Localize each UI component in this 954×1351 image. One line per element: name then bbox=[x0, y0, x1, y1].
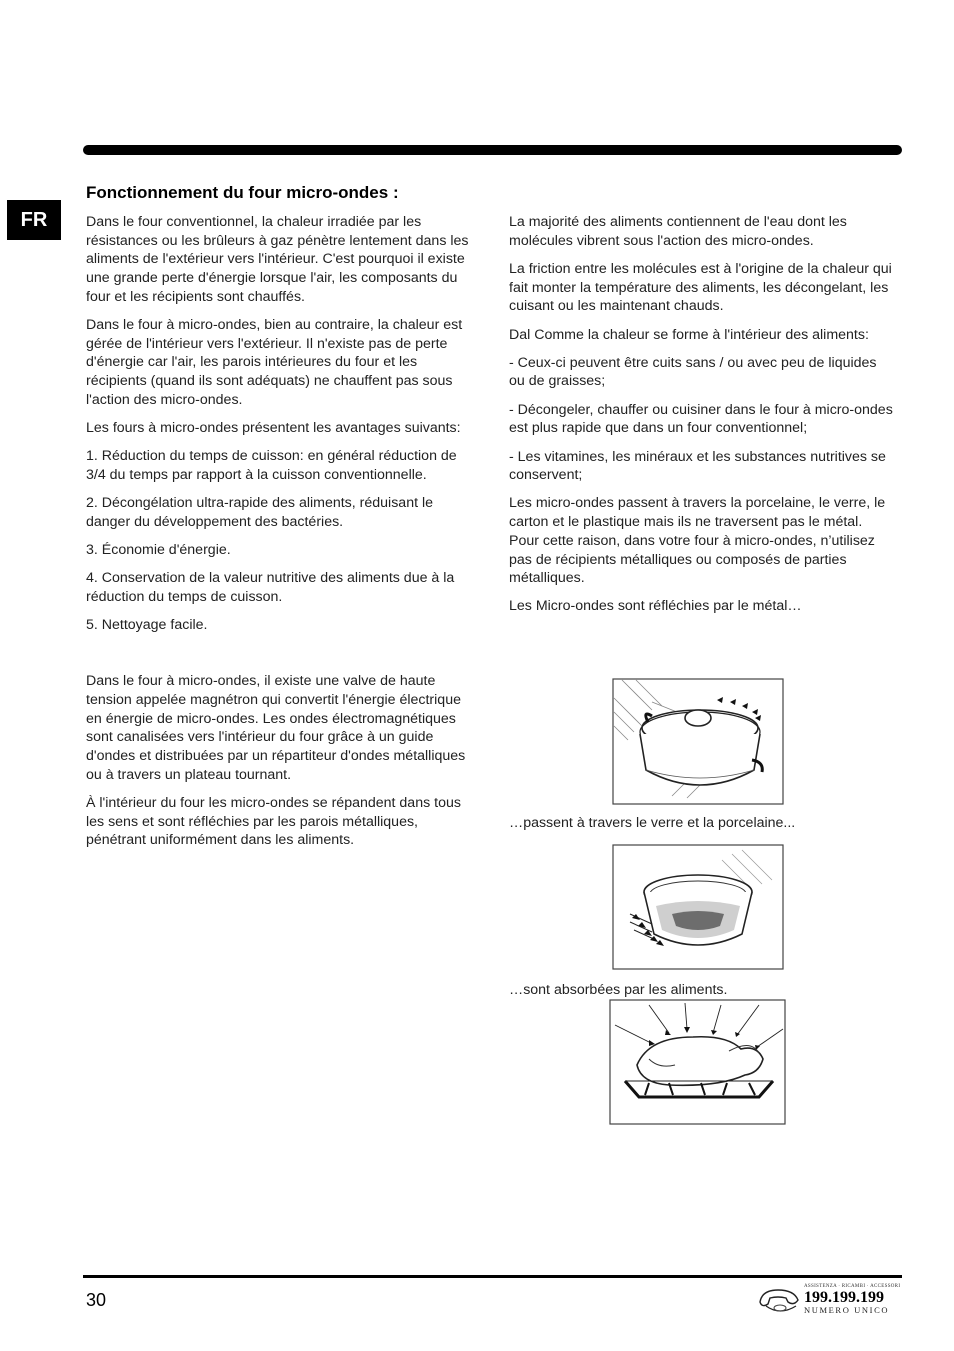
page-number: 30 bbox=[86, 1290, 107, 1310]
list-item: 2. Décongélation ultra-rapide des aliments, réduisant le danger du développement des bactéries. bbox=[86, 495, 434, 530]
paragraph: À l'intérieur du four les micro-ondes se répandent dans tous les sens et sont réfléchies par les parois métalliques, pénétrant uniformément dans les aliments. bbox=[86, 795, 461, 849]
list-item: 5. Nettoyage facile. bbox=[86, 617, 208, 634]
logo-subtitle: NUMERO UNICO bbox=[804, 1305, 890, 1315]
paragraph: La friction entre les molécules est à l'origine de la chaleur qui fait monter la température des aliments, les décongelant, les cuisant ou les maintenant chauds. bbox=[509, 260, 892, 315]
bottom-rule bbox=[83, 1275, 902, 1278]
figure-caption: …passent à travers le verre et la porcelaine... bbox=[509, 815, 796, 831]
paragraph: Les Micro-ondes sont réfléchies par le métal… bbox=[509, 598, 802, 615]
paragraph: Dans le four à micro-ondes, bien au contraire, la chaleur est gérée de l'intérieur vers l'extérieur. Il n'existe pas de perte d'énergie car l'air, les parois intérieures du four et les récipients (quand ils sont adéquats) ne chauffent pas sous l'action des micro-ondes. bbox=[86, 317, 463, 408]
right-column bbox=[509, 213, 895, 626]
list-item: 3. Économie d'énergie. bbox=[86, 542, 231, 559]
list-item: 4. Conservation de la valeur nutritive des aliments due à la réduction du temps de cuisson. bbox=[86, 570, 455, 605]
paragraph: Les fours à micro-ondes présentent les avantages suivants: bbox=[86, 420, 461, 437]
glass-transmission-illustration bbox=[612, 844, 784, 970]
bullet-item: - Les vitamines, les minéraux et les substances nutritives se conservent; bbox=[509, 448, 886, 484]
language-tab: FR bbox=[7, 200, 61, 240]
bullet-item: - Ceux-ci peuvent être cuits sans / ou avec peu de liquides ou de graisses; bbox=[509, 354, 877, 390]
paragraph: Dans le four à micro-ondes, il existe une valve de haute tension appelée magnétron qui convertit l'énergie électrique en énergie de micro-ondes. Les ondes électromagnétiques sont canalisées vers l'intérieur du four grâce à un guide d'ondes et distribuées par un répartiteur d'ondes métalliques ou à travers un plateau tournant. bbox=[86, 673, 466, 783]
list-item: 1. Réduction du temps de cuisson: en général réduction de 3/4 du temps par rapport à la cuisson conventionnelle. bbox=[86, 448, 457, 483]
paragraph: Les micro-ondes passent à travers la porcelaine, le verre, le carton et le plastique mais ils ne traversent pas le métal. Pour cette raison, dans votre four à micro-ondes, n’utilisez pas de récipients métalliques ou composés de parties métalliques. bbox=[509, 495, 886, 587]
left-column bbox=[86, 213, 470, 860]
food-absorption-illustration bbox=[609, 999, 786, 1125]
paragraph: Dal Comme la chaleur se forme à l'intérieur des aliments: bbox=[509, 326, 869, 343]
telephone-icon bbox=[756, 1284, 802, 1318]
logo-tagline: ASSISTENZA · RICAMBI · ACCESSORI bbox=[804, 1284, 901, 1289]
section-heading: Fonctionnement du four micro-ondes : bbox=[86, 183, 399, 202]
logo-phone-number: 199.199.199 bbox=[804, 1289, 884, 1306]
top-rule bbox=[83, 145, 902, 155]
paragraph: La majorité des aliments contiennent de l'eau dont les molécules vibrent sous l'action des micro-ondes. bbox=[509, 214, 847, 249]
service-logo bbox=[756, 1284, 902, 1318]
paragraph: Dans le four conventionnel, la chaleur irradiée par les résistances ou les brûleurs à gaz pénètre lentement dans les aliments de l'extérieur vers l'intérieur. C'est pourquoi il existe une grande perte d'énergie lorsque l'air, les composants du four et les récipients sont chauffés. bbox=[86, 214, 469, 305]
figure-caption: …sont absorbées par les aliments. bbox=[509, 982, 728, 998]
metal-reflection-illustration bbox=[612, 678, 784, 805]
bullet-item: - Décongeler, chauffer ou cuisiner dans le four à micro-ondes est plus rapide que dans un four conventionnel; bbox=[509, 401, 893, 437]
